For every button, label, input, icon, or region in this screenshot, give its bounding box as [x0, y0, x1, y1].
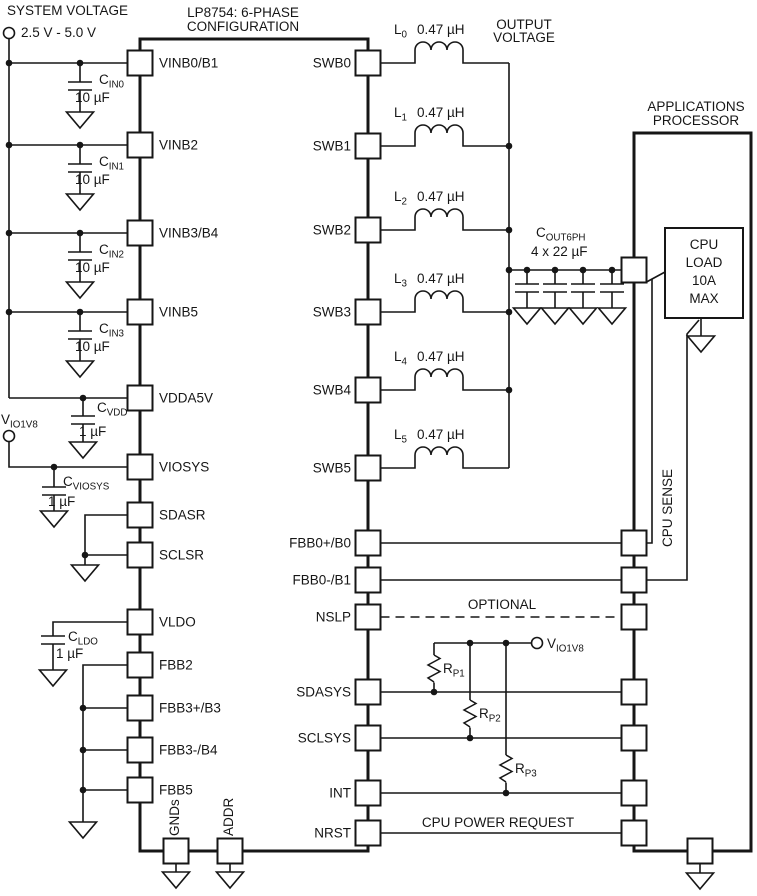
junction-dot — [503, 790, 510, 797]
pin-vldo — [128, 610, 153, 635]
pin-label-swb0: SWB0 — [312, 55, 351, 71]
system-voltage-range: 2.5 V - 5.0 V — [21, 25, 97, 40]
cin0-ref: $C_{IN0}$ — [99, 72, 124, 91]
junction-dot — [77, 142, 84, 149]
pin-label-sdasr: SDASR — [159, 507, 206, 523]
l4-value: 0.47 µH — [417, 349, 465, 364]
pin-label-swb5: SWB5 — [312, 460, 351, 476]
cin0-value: 10 µF — [75, 90, 110, 105]
pin-label-fbb5: FBB5 — [159, 782, 193, 798]
system-voltage-terminal-icon — [4, 28, 15, 39]
cout-ref: $C_{OUT6PH}$ — [536, 225, 586, 244]
l0-ref: $L_0$ — [394, 22, 407, 41]
pin-fbb2 — [128, 653, 153, 678]
junction-dot — [552, 267, 559, 274]
pin-fbb5 — [128, 778, 153, 803]
ap-pin-sclsys — [622, 726, 647, 751]
junction-dot — [80, 705, 87, 712]
l4-ref: $L_4$ — [394, 349, 407, 368]
pin-label-nslp: NSLP — [315, 609, 351, 625]
output-voltage-title-line1: OUTPUT — [496, 17, 552, 32]
pin-label-vinb5: VINB5 — [159, 304, 199, 320]
junction-dot — [77, 230, 84, 237]
cin2-value: 10 µF — [75, 260, 110, 275]
pin-swb1 — [356, 134, 381, 159]
l2-ref: $L_2$ — [394, 189, 407, 208]
ap-pin-sense-plus — [622, 531, 647, 556]
rp3-ref: $R_{P3}$ — [515, 761, 537, 780]
l5-value: 0.47 µH — [417, 427, 465, 442]
cvdd-ref: $C_{VDD}$ — [97, 400, 128, 419]
junction-dot — [467, 735, 474, 742]
pin-label-vinb2: VINB2 — [159, 137, 199, 153]
pin-int — [356, 781, 381, 806]
ap-pin-gnd — [688, 839, 713, 864]
l3-value: 0.47 µH — [417, 271, 465, 286]
pin-label-nrst: NRST — [314, 825, 351, 841]
cin2-ref: $C_{IN2}$ — [99, 242, 124, 261]
cviosys-ref: $C_{VIOSYS}$ — [63, 474, 110, 493]
pin-label-vinb3-b4: VINB3/B4 — [159, 225, 219, 241]
l0-value: 0.47 µH — [417, 22, 465, 37]
pin-label-vinb0-b1: VINB0/B1 — [159, 55, 219, 71]
junction-dot — [6, 230, 13, 237]
lp8754-title-line1: LP8754: 6-PHASE — [187, 5, 299, 20]
cpu-load-line2: LOAD — [685, 255, 723, 270]
rp1-ref: $R_{P1}$ — [443, 661, 465, 680]
junction-dot — [609, 267, 616, 274]
pin-fbb3-plus-b3 — [128, 696, 153, 721]
junction-dot — [503, 640, 510, 647]
junction-dot — [467, 640, 474, 647]
junction-dot — [580, 267, 587, 274]
pin-label-gnds: GNDs — [167, 799, 182, 836]
ap-title-line2: PROCESSOR — [652, 113, 740, 128]
pin-label-int: INT — [329, 785, 351, 801]
optional-annotation: OPTIONAL — [467, 597, 537, 612]
pin-vinb0-b1 — [128, 51, 153, 76]
pin-label-sclsys: SCLSYS — [297, 730, 351, 746]
pin-vinb2 — [128, 133, 153, 158]
pin-vinb5 — [128, 300, 153, 325]
junction-dot — [6, 60, 13, 67]
pin-label-swb4: SWB4 — [312, 382, 351, 398]
ap-pin-sdasys — [622, 680, 647, 705]
cin3-value: 10 µF — [75, 339, 110, 354]
pin-swb4 — [356, 378, 381, 403]
pin-label-swb2: SWB2 — [312, 222, 351, 238]
l1-value: 0.47 µH — [417, 105, 465, 120]
pin-label-viosys: VIOSYS — [159, 459, 210, 475]
cpu-load-line4: MAX — [689, 291, 719, 306]
junction-dot — [51, 464, 58, 471]
junction-dot — [524, 267, 531, 274]
pin-vdda5v — [128, 386, 153, 411]
cout-value: 4 x 22 µF — [531, 244, 588, 259]
pin-swb2 — [356, 218, 381, 243]
junction-dot — [506, 309, 513, 316]
pin-label-vldo: VLDO — [159, 614, 196, 630]
cldo-ref: $C_{LDO}$ — [68, 629, 98, 648]
pin-addr — [218, 839, 243, 864]
cin1-value: 10 µF — [75, 172, 110, 187]
lp8754-title-line2: CONFIGURATION — [186, 19, 300, 34]
junction-dot — [77, 309, 84, 316]
ap-pin-nrst — [622, 821, 647, 846]
pin-viosys — [128, 455, 153, 480]
cldo-value: 1 µF — [56, 646, 84, 661]
junction-dot — [80, 747, 87, 754]
pin-gnds — [164, 839, 189, 864]
cin3-ref: $C_{IN3}$ — [99, 321, 124, 340]
l2-value: 0.47 µH — [417, 189, 465, 204]
pin-fbb0-plus-b0 — [356, 531, 381, 556]
pin-label-addr: ADDR — [221, 797, 236, 836]
pin-swb3 — [356, 300, 381, 325]
junction-dot — [506, 227, 513, 234]
pin-nslp — [356, 605, 381, 630]
junction-dot — [6, 309, 13, 316]
ap-pin-int — [622, 781, 647, 806]
vio1v8-label-left: $V_{IO1V8}$ — [1, 412, 38, 431]
junction-dot — [6, 142, 13, 149]
ap-pin-nslp — [622, 605, 647, 630]
ap-title-line1: APPLICATIONS — [647, 99, 745, 114]
ap-pin-sense-minus — [622, 568, 647, 593]
pin-swb5 — [356, 456, 381, 481]
l3-ref: $L_3$ — [394, 271, 407, 290]
pin-fbb0-minus-b1 — [356, 568, 381, 593]
output-voltage-title-line2: VOLTAGE — [493, 30, 555, 45]
pin-label-fbb3-plus-b3: FBB3+/B3 — [159, 700, 221, 716]
cpu-power-request-annotation: CPU POWER REQUEST — [421, 815, 575, 830]
pin-vinb3-b4 — [128, 221, 153, 246]
pin-fbb3-minus-b4 — [128, 738, 153, 763]
pin-label-swb3: SWB3 — [312, 304, 351, 320]
cpu-sense-label: CPU SENSE — [660, 468, 675, 548]
pin-swb0 — [356, 51, 381, 76]
junction-dot — [77, 60, 84, 67]
junction-dot — [506, 143, 513, 150]
pin-nrst — [356, 821, 381, 846]
cpu-load-line1: CPU — [689, 237, 719, 252]
junction-dot — [80, 395, 87, 402]
cpu-load-line3: 10A — [691, 273, 717, 288]
pin-sdasr — [128, 503, 153, 528]
l5-ref: $L_5$ — [394, 427, 407, 446]
cviosys-value: 1 µF — [48, 494, 76, 509]
cin1-ref: $C_{IN1}$ — [99, 154, 124, 173]
pin-label-fbb3-minus-b4: FBB3-/B4 — [159, 742, 218, 758]
junction-dot — [506, 267, 513, 274]
junction-dot — [506, 387, 513, 394]
pin-label-swb1: SWB1 — [312, 138, 351, 154]
l1-ref: $L_1$ — [394, 105, 407, 124]
pin-label-fbb2: FBB2 — [159, 657, 193, 673]
system-voltage-title: SYSTEM VOLTAGE — [7, 3, 129, 18]
junction-dot — [82, 552, 89, 559]
vio1v8-terminal-icon — [4, 431, 15, 442]
ap-pin-vout — [622, 258, 647, 283]
pin-label-fbb0-plus-b0: FBB0+/B0 — [289, 535, 351, 551]
pin-sclsys — [356, 726, 381, 751]
pin-label-fbb0-minus-b1: FBB0-/B1 — [292, 572, 351, 588]
junction-dot — [80, 787, 87, 794]
pin-label-vdda5v: VDDA5V — [159, 390, 214, 406]
pin-sclsr — [128, 543, 153, 568]
vio1v8-label-mid: $V_{IO1V8}$ — [547, 636, 584, 655]
vio1v8-pullup-terminal-icon — [532, 638, 543, 649]
pin-label-sclsr: SCLSR — [159, 547, 205, 563]
pin-label-sdasys: SDASYS — [296, 684, 351, 700]
junction-dot — [431, 689, 438, 696]
pin-sdasys — [356, 680, 381, 705]
cvdd-value: 1 µF — [79, 424, 107, 439]
rp2-ref: $R_{P2}$ — [479, 706, 501, 725]
